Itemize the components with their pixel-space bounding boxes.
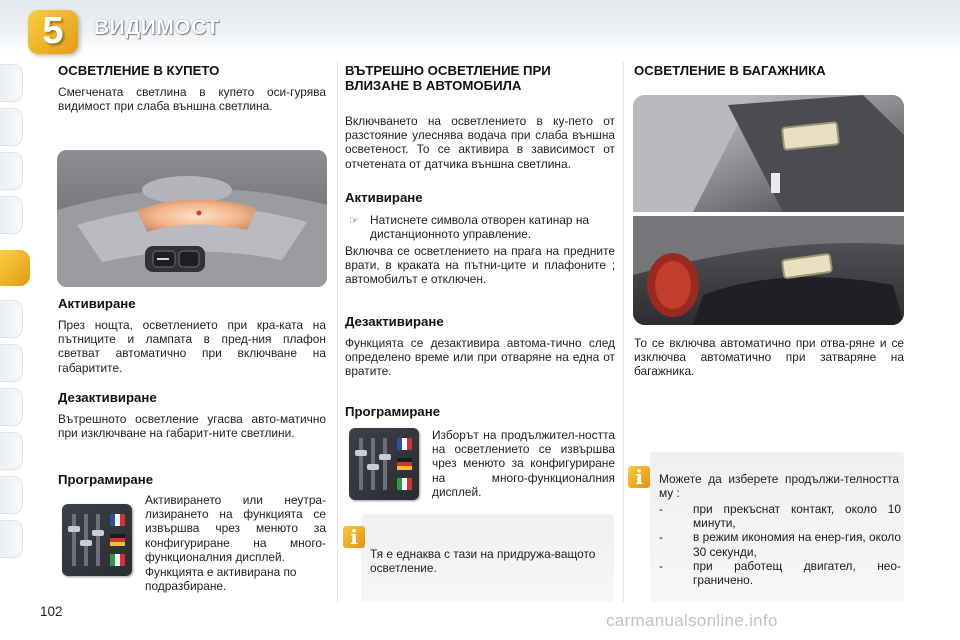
column-divider [623,62,624,602]
list-item-text: при прекъснат контакт, около 10 минути, [693,502,901,531]
side-tab[interactable] [0,520,23,558]
boot-lamp-photos [633,95,904,325]
chapter-number: 5 [42,10,64,52]
boot-info-intro: Можете да изберете продължи-телността му : [659,472,899,501]
welcome-programming-text: Изборът на продължител-ността на осветлението се извършва чрез менюто за конфигуриране на много-функционалния дисплей. [432,428,615,499]
welcome-light-intro: Включването на осветлението в ку-пето от разстояние улеснява водача при слаба външна осветеност. То се активира в зависимост от отчетената от датчика външна светлина. [345,114,615,171]
list-dash: - [659,530,663,545]
side-tab[interactable] [0,196,23,234]
side-tab[interactable] [0,152,23,190]
cabin-activation-heading: Активиране [58,296,136,311]
boot-light-caption: То се включва автоматично при отва-ряне и се изключва автоматично при затваряне на багажника. [634,336,904,379]
cabin-deactivation-text: Вътрешното осветление угасва авто-матично при изключване на габарит-ните светлини. [58,412,326,441]
page-number: 102 [40,604,63,619]
info-icon: i [343,526,365,548]
welcome-activation-bullet: Натиснете символа отворен катинар на дистанционното управление. [370,213,590,242]
section-heading-boot-light: ОСВЕТЛЕНИЕ В БАГАЖНИКА [634,63,826,78]
column-divider [337,62,338,602]
list-item-text: в режим икономия на енер-гия, около 30 секунди, [693,530,901,559]
settings-menu-icon [62,504,132,576]
welcome-deactivation-heading: Дезактивиране [345,314,444,329]
welcome-activation-text: Включва се осветлението на прага на предните врати, в краката на пътни-ците и плафоните ; автомобилът е отключен. [345,244,615,287]
boot-info-list [659,502,901,587]
welcome-activation-heading: Активиране [345,190,423,205]
side-tab[interactable] [0,432,23,470]
arrow-bullet-icon: ☞ [349,215,359,227]
cabin-lamp-photo [57,150,327,287]
cabin-programming-default: Функцията е активирана по подразбиране. [145,565,297,594]
page-title: ВИДИМОСТ [94,16,220,39]
side-tab[interactable] [0,388,23,426]
info-icon: i [628,466,650,488]
cabin-light-intro: Смегчената светлина в купето оси-гурява видимост при слаба външна светлина. [58,85,326,114]
side-tab[interactable] [0,108,23,146]
welcome-deactivation-text: Функцията се дезактивира автома-тично след определено време или при отваряне на една от вратите. [345,336,615,379]
side-tab[interactable] [0,300,23,338]
list-item [659,559,901,587]
section-heading-cabin-light: ОСВЕТЛЕНИЕ В КУПЕТО [58,63,220,78]
cabin-deactivation-heading: Дезактивиране [58,390,157,405]
cabin-programming-heading: Програмиране [58,472,154,487]
section-heading-welcome-light: ВЪТРЕШНО ОСВЕТЛЕНИЕ ПРИ ВЛИЗАНЕ В АВТОМОБИЛА [345,63,551,93]
list-item [659,530,901,558]
side-tab[interactable] [0,344,23,382]
list-dash: - [659,558,663,573]
list-dash: - [659,502,663,516]
side-tab[interactable] [0,64,23,102]
cabin-programming-text: Активирането или неутра-лизирането на функцията се извършва чрез менюто за конфигуриране на много-функционалния дисплей. [145,493,326,564]
settings-menu-icon [349,428,419,500]
list-item-text: при работещ двигател, нео-граничено. [693,558,901,588]
cabin-activation-text: През нощта, осветлението при кра-ката на пътниците и лампата в пред-ния плафон светват автоматично при включване на габаритите. [58,318,326,375]
footer-watermark[interactable]: carmanualsonline.info [606,611,778,630]
side-tab-active[interactable] [0,250,30,286]
welcome-programming-heading: Програмиране [345,404,441,419]
welcome-info-text: Тя е еднаква с тази на придружа-ващото осветление. [370,547,596,576]
side-tab[interactable] [0,476,23,514]
list-item [659,502,901,530]
